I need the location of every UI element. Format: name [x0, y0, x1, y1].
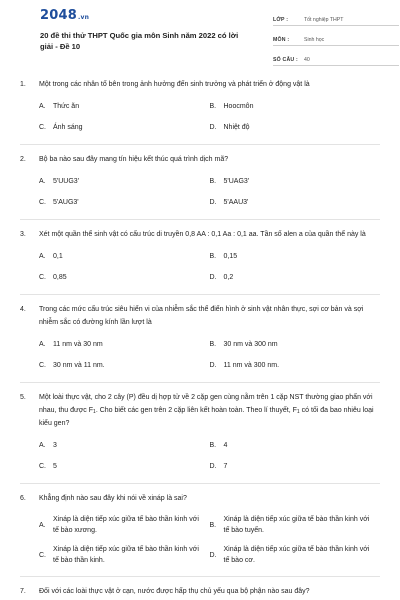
- option-b[interactable]: [210, 514, 381, 536]
- meta-label: SỐ CÂU :: [273, 57, 298, 63]
- question-divider: [20, 294, 380, 295]
- site-logo[interactable]: [40, 8, 89, 23]
- option-letter: A.: [39, 178, 46, 185]
- question-divider: [20, 576, 380, 577]
- option-text: Xináp là diện tiếp xúc giữa tế bào thần kinh với tế bào tuyến.: [223, 516, 370, 534]
- question-number: 4.: [20, 306, 26, 313]
- option-text: 7: [223, 463, 228, 470]
- option-text: 4: [223, 442, 228, 449]
- option-b[interactable]: [210, 100, 381, 113]
- meta-row-class: [273, 12, 399, 26]
- option-c[interactable]: [39, 121, 210, 134]
- meta-value: Tốt nghiệp THPT: [304, 17, 344, 23]
- option-letter: A.: [39, 521, 46, 529]
- meta-row-subject: [273, 32, 399, 46]
- option-text: 5: [53, 463, 57, 470]
- option-text: 5'AUG3': [53, 199, 79, 206]
- option-text: 30 nm và 11 nm.: [53, 362, 105, 369]
- question-text: Đối với các loài thực vật ở cạn, nước được hấp thụ chủ yếu qua bộ phận nào sau đây?: [39, 588, 310, 595]
- meta-value: Sinh học: [304, 37, 325, 43]
- meta-row-count: [273, 52, 399, 66]
- option-letter: A.: [39, 103, 46, 110]
- question-number: 5.: [20, 394, 26, 401]
- option-c[interactable]: [39, 460, 210, 473]
- option-letter: D.: [209, 362, 217, 369]
- option-text: 0,1: [53, 253, 63, 260]
- option-a[interactable]: [39, 439, 210, 452]
- answer-options: [20, 100, 380, 142]
- option-text: Hoocmôn: [223, 103, 254, 110]
- option-text: Thức ăn: [53, 103, 80, 110]
- option-letter: D.: [209, 551, 217, 559]
- option-letter: B.: [209, 178, 217, 185]
- question-number: 6.: [20, 495, 26, 502]
- logo-suffix: .vn: [77, 14, 90, 21]
- option-text: 5'UUG3': [53, 178, 80, 185]
- option-c[interactable]: [39, 196, 210, 209]
- question-7: [20, 585, 380, 598]
- option-b[interactable]: [210, 338, 381, 351]
- option-letter: C.: [39, 362, 46, 369]
- question-text: Khẳng định nào sau đây khi nói về xináp là sai?: [39, 495, 187, 502]
- option-b[interactable]: [210, 250, 381, 263]
- option-letter: C.: [39, 463, 46, 470]
- option-letter: B.: [209, 442, 217, 449]
- meta-value: 40: [304, 57, 310, 63]
- option-letter: B.: [209, 103, 217, 110]
- option-letter: C.: [39, 124, 46, 131]
- question-number: 1.: [20, 81, 26, 88]
- question-text: Trong các mức cấu trúc siêu hiển vi của nhiễm sắc thể điển hình ở sinh vật nhân thực, sợi cơ bản và sợi nhiễm sắc có đường kính lần lượt là: [39, 306, 364, 326]
- exam-meta: [273, 12, 399, 66]
- meta-label: MÔN :: [273, 37, 290, 43]
- question-2: [20, 153, 380, 220]
- answer-options: [20, 338, 380, 380]
- option-a[interactable]: [39, 514, 210, 536]
- question-text: Một trong các nhân tố bên trong ảnh hưởng đến sinh trưởng và phát triển ở động vật là: [39, 81, 310, 88]
- question-divider: [20, 483, 380, 484]
- document-title: 20 đề thi thử THPT Quốc gia môn Sinh năm 2022 có lời giải - Đề 10: [40, 31, 239, 51]
- option-a[interactable]: [39, 175, 210, 188]
- option-c[interactable]: [39, 271, 210, 284]
- question-text: Một loài thực vật, cho 2 cây (P) đều dị hợp tử về 2 cặp gen cùng nằm trên 1 cặp NST thường giao phấn với nhau, thu được $F_1$. Cho biết các gen trên 2 cặp liên kết hoàn toàn. Theo lí thuyết, $F_1$ có tối đa bao nhiêu loại kiểu gen?: [39, 394, 374, 427]
- option-letter: B.: [209, 253, 217, 260]
- option-a[interactable]: [39, 250, 210, 263]
- option-a[interactable]: [39, 100, 210, 113]
- question-text: Bộ ba nào sau đây mang tín hiệu kết thúc quá trình dịch mã?: [39, 156, 229, 163]
- page-header: [20, 0, 380, 68]
- option-text: Ánh sáng: [53, 124, 83, 131]
- option-letter: B.: [209, 341, 217, 348]
- option-d[interactable]: [210, 121, 381, 134]
- option-c[interactable]: [39, 544, 210, 566]
- option-letter: B.: [209, 521, 217, 529]
- meta-label: LỚP :: [273, 17, 289, 23]
- question-divider: [20, 382, 380, 383]
- option-text: 0,2: [223, 274, 234, 281]
- logo-text: 2048: [40, 8, 77, 23]
- answer-options: [20, 514, 380, 574]
- option-a[interactable]: [39, 338, 210, 351]
- option-d[interactable]: [210, 196, 381, 209]
- option-b[interactable]: [210, 175, 381, 188]
- option-letter: C.: [39, 199, 46, 206]
- option-text: 0,85: [53, 274, 67, 281]
- option-letter: D.: [209, 124, 217, 131]
- question-list: [20, 78, 380, 598]
- option-text: 30 nm và 300 nm: [223, 341, 278, 348]
- question-4: [20, 303, 380, 383]
- option-d[interactable]: [210, 271, 381, 284]
- option-text: 3: [53, 442, 57, 449]
- option-letter: A.: [39, 442, 46, 449]
- option-text: 11 nm và 300 nm.: [223, 362, 280, 369]
- question-5: [20, 391, 380, 484]
- answer-options: [20, 250, 380, 292]
- option-letter: C.: [39, 274, 46, 281]
- question-3: [20, 228, 380, 295]
- option-d[interactable]: [210, 460, 381, 473]
- option-text: 0,15: [223, 253, 238, 260]
- option-text: Xináp là diện tiếp xúc giữa tế bào thần kinh với tế bào cơ.: [223, 546, 370, 564]
- option-text: Xináp là diện tiếp xúc giữa tế bào thần kinh với tế bào thần kinh.: [53, 546, 199, 564]
- option-text: 11 nm và 30 nm: [53, 341, 103, 348]
- option-text: 5'AAU3': [223, 199, 249, 206]
- question-1: [20, 78, 380, 145]
- option-d[interactable]: [210, 359, 381, 372]
- option-c[interactable]: [39, 359, 210, 372]
- option-text: 5'UAG3': [223, 178, 250, 185]
- option-letter: C.: [39, 551, 46, 559]
- option-d[interactable]: [210, 544, 381, 566]
- option-letter: D.: [209, 274, 217, 281]
- option-b[interactable]: [210, 439, 381, 452]
- question-divider: [20, 219, 380, 220]
- question-6: [20, 492, 380, 577]
- answer-options: [20, 175, 380, 217]
- question-number: 3.: [20, 231, 26, 238]
- option-text: Xináp là diện tiếp xúc giữa tế bào thần kinh với tế bào xương.: [53, 516, 199, 534]
- option-letter: D.: [209, 199, 217, 206]
- option-text: Nhiệt độ: [223, 124, 250, 131]
- option-letter: A.: [39, 253, 46, 260]
- option-letter: A.: [39, 341, 46, 348]
- question-number: 2.: [20, 156, 26, 163]
- answer-options: [20, 439, 380, 481]
- question-number: 7.: [20, 588, 26, 595]
- question-divider: [20, 144, 380, 145]
- option-letter: D.: [209, 463, 217, 470]
- question-text: Xét một quần thể sinh vật có cấu trúc di truyền 0,8 AA : 0,1 Aa : 0,1 aa. Tần số alen a của quần thể này là: [39, 231, 366, 238]
